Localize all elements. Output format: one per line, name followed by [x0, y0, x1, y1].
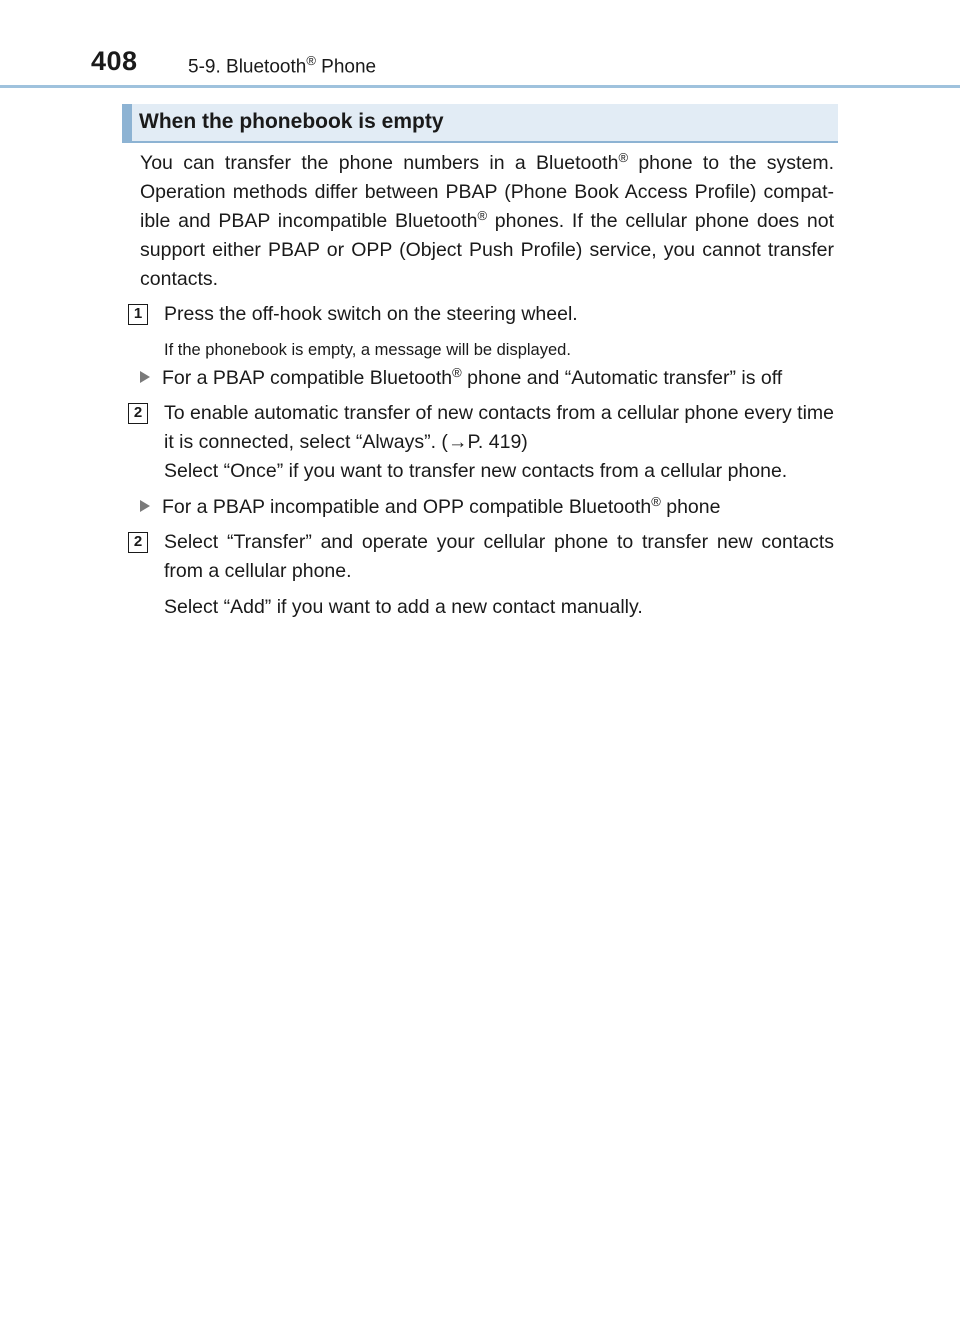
registered-mark: ®: [452, 365, 462, 380]
registered-mark: ®: [618, 150, 629, 165]
subsection-title: When the phonebook is empty: [139, 110, 444, 133]
step-number-badge: 2: [128, 532, 148, 553]
step-number-badge: 2: [128, 403, 148, 424]
case-b-text-2: phone: [660, 496, 721, 518]
page-reference: P. 419): [467, 431, 528, 453]
registered-mark: ®: [477, 208, 488, 223]
triangle-bullet-icon: [140, 371, 150, 383]
step-2b-text: Select “Transfer” and operate your cellular phone to transfer new contacts from a cellular phone.: [164, 531, 834, 582]
step-1-note: If the phonebook is empty, a message will be displayed.: [164, 341, 571, 359]
header-divider: [0, 85, 960, 88]
step-2a-text: [164, 399, 834, 486]
case-a-text-1: For a PBAP compatible Bluetooth: [162, 367, 453, 389]
section-name: 5-9. Bluetooth: [188, 56, 307, 78]
section-suffix: Phone: [315, 56, 377, 78]
intro-text-3: phones. If the cellular phone does not support either PBAP or OPP (Object Push Profile) service, you cannot transfer contacts.: [140, 210, 834, 290]
intro-text-1: You can transfer the phone numbers in a Bluetooth: [140, 152, 619, 174]
registered-mark: ®: [651, 494, 661, 509]
case-b-text-1: For a PBAP incompatible and OPP compatible Bluetooth: [162, 496, 652, 518]
intro-text-2: phone to the system. Operation methods differ between PBAP (Phone Book Access Profile) compat-ible and PBAP incompatible Bluetooth: [140, 152, 834, 232]
step-number-badge: 1: [128, 304, 148, 325]
subsection-heading: [122, 104, 838, 143]
step-2a-line-2: Select “Once” if you want to transfer new contacts from a cellular phone.: [164, 460, 788, 482]
arrow-right-icon: →: [447, 431, 468, 453]
step-2a-line-1: To enable automatic transfer of new contacts from a cellular phone every time it is connected, select “Always”. (: [164, 402, 834, 453]
case-a-text-2: phone and “Automatic transfer” is off: [461, 367, 783, 389]
section-title: [188, 53, 376, 78]
page-number: 408: [91, 46, 138, 76]
case-heading-pbap: [140, 364, 782, 393]
registered-mark: ®: [306, 53, 316, 68]
step-2b-extra: Select “Add” if you want to add a new contact manually.: [164, 596, 643, 618]
case-heading-opp: [140, 493, 720, 522]
page-header: [0, 0, 960, 86]
intro-paragraph: [140, 149, 834, 294]
triangle-bullet-icon: [140, 500, 150, 512]
step-1-text: Press the off-hook switch on the steering wheel.: [164, 303, 578, 325]
heading-accent-bar: [122, 104, 132, 141]
